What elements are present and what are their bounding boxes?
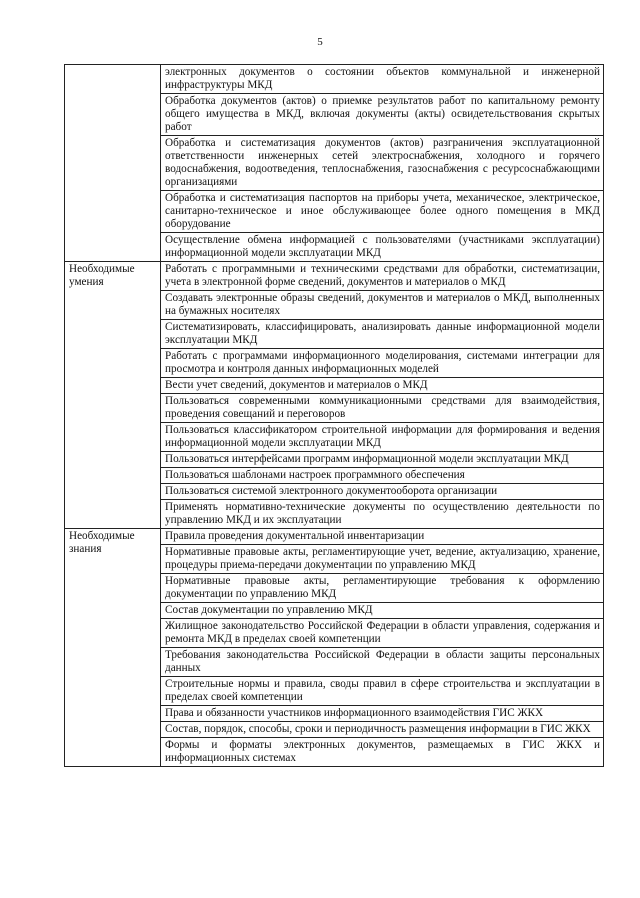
requirement-item: Строительные нормы и правила, своды правил в сфере строительства и эксплуатации в пределах своей компетенции [161,677,604,706]
requirement-item: Жилищное законодательство Российской Федерации в области управления, содержания и ремонта МКД в пределах своей компетенции [161,619,604,648]
requirement-item: Пользоваться интерфейсами программ информационной модели эксплуатации МКД [161,452,604,468]
requirement-item: Обработка и систематизация паспортов на приборы учета, механическое, электрическое, санитарно-техническое и иное обслуживающее более одного помещения в МКД оборудование [161,191,604,233]
requirement-item: Применять нормативно-технические документы по осуществлению деятельности по управлению МКД и их эксплуатации [161,500,604,529]
requirement-item: Пользоваться современными коммуникационными средствами для взаимодействия, проведения совещаний и переговоров [161,394,604,423]
requirement-item: Пользоваться системой электронного документооборота организации [161,484,604,500]
requirement-item: Правила проведения документальной инвентаризации [161,529,604,545]
requirement-item: электронных документов о состоянии объектов коммунальной и инженерной инфраструктуры МКД [161,65,604,94]
table-row [65,262,604,291]
table-row [65,65,604,94]
requirement-item: Состав документации по управлению МКД [161,603,604,619]
requirements-table [64,64,604,767]
requirement-item: Работать с программами информационного моделирования, системами интеграции для просмотра и контроля данных информационных моделей [161,349,604,378]
page-number: 5 [317,36,323,48]
requirement-item: Пользоваться шаблонами настроек программного обеспечения [161,468,604,484]
requirement-item: Работать с программными и техническими средствами для обработки, систематизации, учета в электронной форме сведений, документов и материалов о МКД [161,262,604,291]
requirement-item: Вести учет сведений, документов и материалов о МКД [161,378,604,394]
requirement-item: Создавать электронные образы сведений, документов и материалов о МКД, выполненных на бумажных носителях [161,291,604,320]
section-label: Необходимые знания [65,529,161,767]
requirement-item: Нормативные правовые акты, регламентирующие требования к оформлению документации по управлению МКД [161,574,604,603]
table-row [65,529,604,545]
requirement-item: Обработка документов (актов) о приемке результатов работ по капитальному ремонту общего имущества в МКД, включая документы (акты) освидетельствования скрытых работ [161,94,604,136]
requirement-item: Пользоваться классификатором строительной информации для формирования и ведения информационной модели эксплуатации МКД [161,423,604,452]
requirement-item: Формы и форматы электронных документов, размещаемых в ГИС ЖКХ и информационных системах [161,738,604,767]
requirement-item: Состав, порядок, способы, сроки и периодичность размещения информации в ГИС ЖКХ [161,722,604,738]
requirement-item: Обработка и систематизация документов (актов) разграничения эксплуатационной ответственности инженерных сетей электроснабжения, холодного и горячего водоснабжения, водоотведения, теплоснабжения, газоснабжения с ресурсоснабжающими организациями [161,136,604,191]
section-label: Необходимые умения [65,262,161,529]
section-label [65,65,161,262]
requirement-item: Права и обязанности участников информационного взаимодействия ГИС ЖКХ [161,706,604,722]
requirement-item: Осуществление обмена информацией с пользователями (участниками эксплуатации) информационной модели эксплуатации МКД [161,233,604,262]
requirement-item: Систематизировать, классифицировать, анализировать данные информационной модели эксплуатации МКД [161,320,604,349]
requirement-item: Требования законодательства Российской Федерации в области защиты персональных данных [161,648,604,677]
requirement-item: Нормативные правовые акты, регламентирующие учет, ведение, актуализацию, хранение, процедуры приема-передачи документации по управлению МКД [161,545,604,574]
requirements-table-body [65,65,604,767]
